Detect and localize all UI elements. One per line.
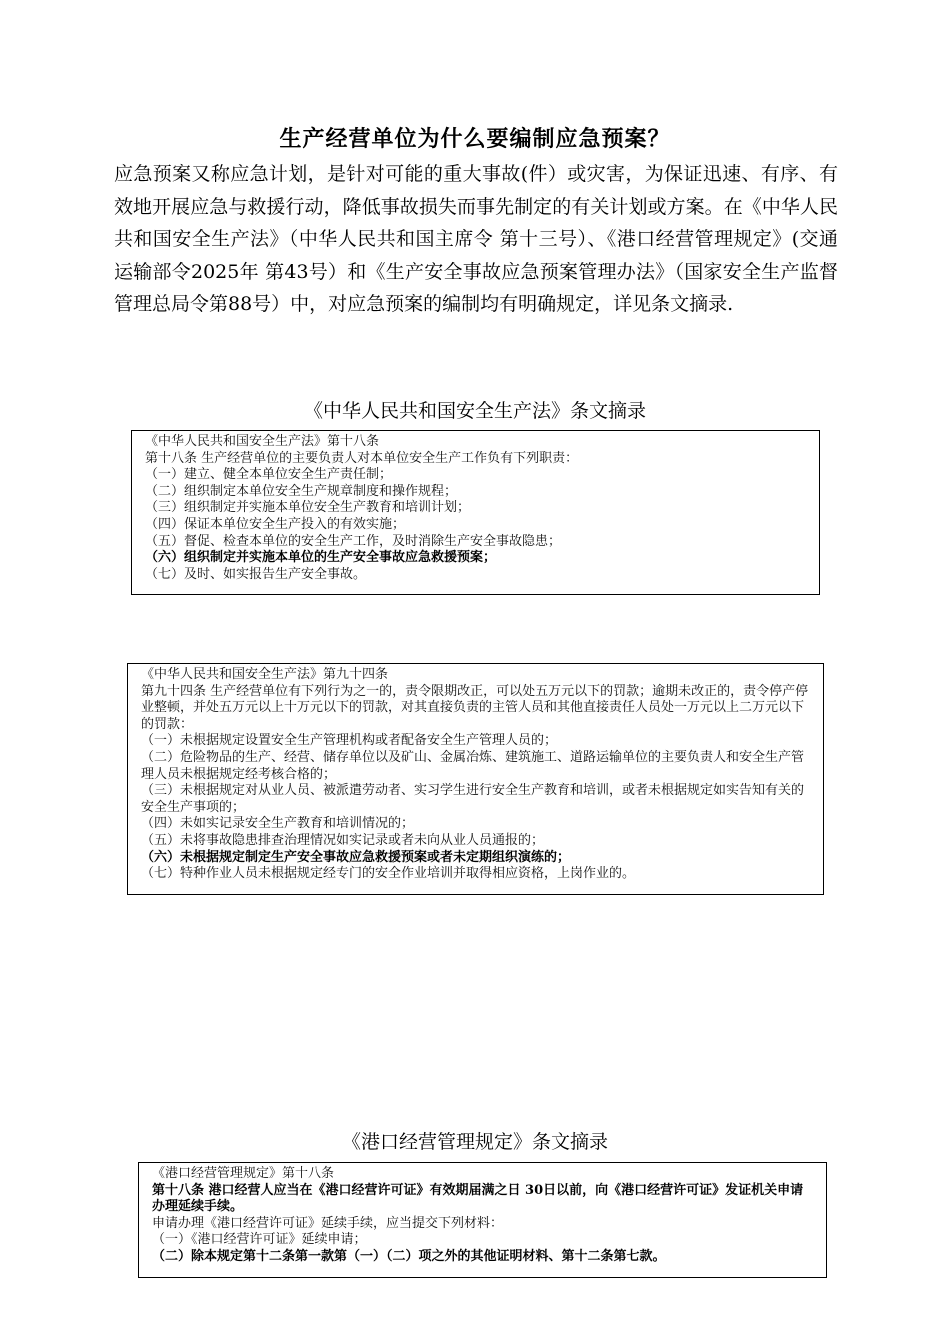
excerpt-line-emphasized: （六）组织制定并实施本单位的生产安全事故应急救援预案；	[145, 550, 497, 566]
excerpt-line: （四）保证本单位安全生产投入的有效实施；	[145, 516, 406, 532]
excerpt-line: 第十八条 生产经营单位的主要负责人对本单位安全生产工作负有下列职责：	[145, 450, 579, 466]
section-heading-port-regulation: 《港口经营管理规定》条文摘录	[341, 1131, 608, 1153]
excerpt-line: （七）特种作业人员未根据规定经专门的安全作业培训并取得相应资格，上岗作业的。	[141, 866, 636, 882]
excerpt-line: 第九十四条 生产经营单位有下列行为之一的，责令限期改正，可以处五万元以下的罚款；逾期未改正的，责令停产停业整顿，并处五万元以上十万元以下的罚款，对其直接负责的主管人员和其他直接责任人员处一万元以上二万元以下的罚款：	[141, 683, 809, 732]
excerpt-line: （二）组织制定本单位安全生产规章制度和操作规程；	[145, 483, 458, 499]
excerpt-line: （三）未根据规定对从业人员、被派遣劳动者、实习学生进行安全生产教育和培训，或者未根据规定如实告知有关的安全生产事项的；	[141, 783, 805, 815]
intro-paragraph: 应急预案又称应急计划，是针对可能的重大事故(件）或灾害，为保证迅速、有序、有效地开展应急与救援行动，降低事故损失而事先制定的有关计划或方案。在《中华人民共和国安全生产法》（中华人民共和国主席令 第十三号）、《港口经营管理规定》(交通运输部令2025年 第43号）和《生产安全事故应急预案管理办法》（国家安全生产监督管理总局令第88号）中，对应急预案的编制均有明确规定，详见条文摘录.	[114, 163, 838, 315]
excerpt-line: 《中华人民共和国安全生产法》第九十四条	[141, 667, 389, 682]
excerpt-line: （一）建立、健全本单位安全生产责任制；	[145, 467, 393, 483]
excerpt-line: （二）危险物品的生产、经营、储存单位以及矿山、金属冶炼、建筑施工、道路运输单位的主要负责人和安全生产管理人员未根据规定经考核合格的；	[141, 749, 805, 782]
excerpt-line: 申请办理《港口经营许可证》延续手续，应当提交下列材料：	[152, 1215, 504, 1231]
excerpt-line: （三）组织制定并实施本单位安全生产教育和培训计划；	[145, 500, 471, 516]
excerpt-line: 《港口经营管理规定》第十八条	[152, 1166, 335, 1181]
excerpt-line-emphasized: 第十八条 港口经营人应当在《港口经营许可证》有效期届满之日 30日以前，向《港口经营许可证》发证机关申请办理延续手续。	[152, 1182, 804, 1215]
excerpt-line: （一）未根据规定设置安全生产管理机构或者配备安全生产管理人员的；	[141, 733, 558, 749]
section-heading-safety-law: 《中华人民共和国安全生产法》条文摘录	[303, 400, 646, 422]
excerpt-line: 《中华人民共和国安全生产法》第十八条	[145, 434, 380, 449]
excerpt-line-emphasized: （六）未根据规定制定生产安全事故应急救援预案或者未定期组织演练的；	[141, 849, 571, 865]
excerpt-box-port-article-18	[138, 1162, 827, 1278]
excerpt-line-emphasized: （二）除本规定第十二条第一款第（一）（二）项之外的其他证明材料、第十二条第七款。	[152, 1248, 666, 1264]
excerpt-line: （五）督促、检查本单位的安全生产工作，及时消除生产安全事故隐患；	[145, 533, 562, 549]
excerpt-line: （七）及时、如实报告生产安全事故。	[145, 566, 367, 582]
excerpt-line: （四）未如实记录安全生产教育和培训情况的；	[141, 816, 415, 832]
page-title: 生产经营单位为什么要编制应急预案？	[279, 126, 671, 152]
excerpt-box-article-18	[131, 430, 820, 595]
excerpt-line: （一）《港口经营许可证》延续申请；	[152, 1232, 367, 1248]
excerpt-line: （五）未将事故隐患排查治理情况如实记录或者未向从业人员通报的；	[141, 832, 545, 848]
excerpt-box-article-94	[127, 663, 824, 895]
